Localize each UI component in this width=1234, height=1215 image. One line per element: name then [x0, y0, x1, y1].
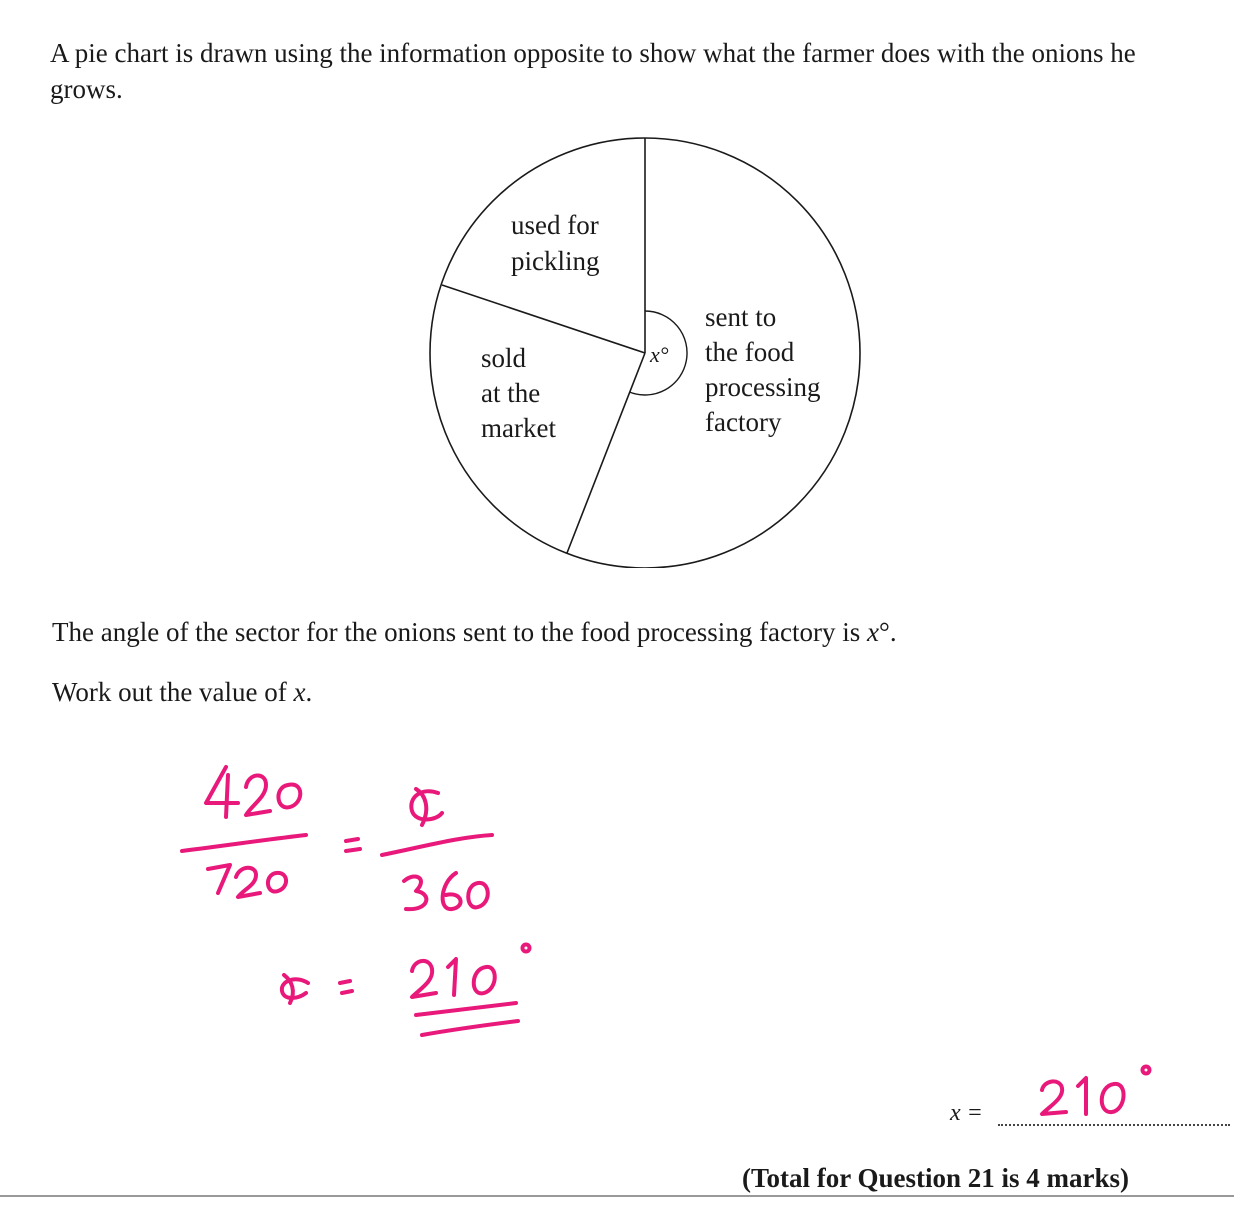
- handwritten-rhs-denominator: [404, 873, 488, 909]
- slice-label-pickling: [511, 210, 605, 276]
- answer-area: [950, 1060, 1234, 1140]
- work-out-variable: x: [293, 677, 306, 707]
- angle-sentence: [52, 614, 897, 650]
- question-intro: A pie chart is drawn using the information opposite to show what the farmer does with the onions he grows.: [50, 38, 1136, 104]
- slice-label-line: factory: [705, 407, 782, 437]
- slice-label-factory: [705, 302, 827, 437]
- angle-label: x°: [650, 342, 669, 367]
- pie-chart: [420, 128, 870, 568]
- answer-line[interactable]: [998, 1124, 1230, 1126]
- question-total-marks: (Total for Question 21 is 4 marks): [742, 1163, 1130, 1193]
- handwritten-rhs-numerator: [411, 789, 442, 825]
- work-out-instruction: [52, 674, 312, 710]
- handwritten-answer: [1028, 1060, 1158, 1120]
- handwritten-fraction-line: [182, 835, 306, 851]
- radius-bottom: [567, 353, 645, 553]
- angle-sentence-suffix: °.: [879, 617, 897, 647]
- slice-label-line: at the: [481, 378, 541, 408]
- handwritten-numerator: [206, 767, 300, 817]
- slice-label-line: processing: [705, 372, 821, 402]
- angle-sentence-variable: x: [867, 617, 880, 647]
- bottom-rule: [0, 1195, 1234, 1197]
- handwritten-fraction-line: [382, 835, 492, 855]
- slice-label-line: market: [481, 413, 556, 443]
- slice-label-line: used for: [511, 210, 599, 240]
- work-out-suffix: .: [305, 677, 313, 707]
- angle-sentence-prefix: The angle of the sector for the onions sent to the food processing factory is: [52, 617, 868, 647]
- handwritten-working: [160, 745, 560, 1055]
- slice-label-line: pickling: [511, 246, 600, 276]
- handwritten-equals: [346, 839, 360, 851]
- radius-left: [442, 285, 645, 353]
- slice-label-line: the food: [705, 337, 795, 367]
- handwritten-result: [282, 945, 530, 1036]
- slice-label-line: sold: [481, 343, 527, 373]
- answer-label: x =: [950, 1100, 983, 1126]
- work-out-prefix: Work out the value of: [52, 677, 294, 707]
- handwritten-denominator: [208, 865, 286, 897]
- slice-label-market: [481, 343, 556, 443]
- slice-label-line: sent to: [705, 302, 777, 332]
